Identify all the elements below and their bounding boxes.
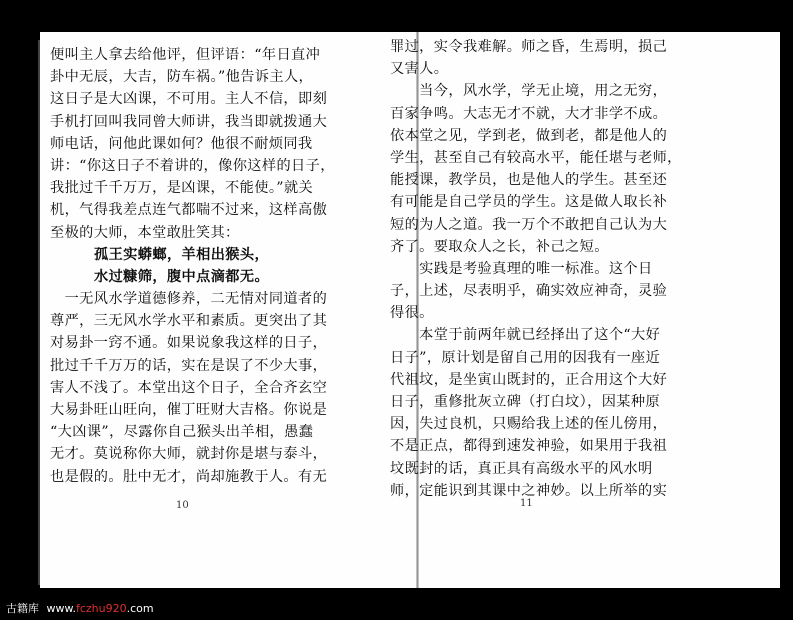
text-line: 机，气得我差点连气都喘不过来，这样高傲 — [50, 202, 328, 219]
site-brand: 古籍库 — [6, 602, 39, 615]
text-line: 便叫主人拿去给他评，但评语：“年日直冲 — [50, 47, 321, 63]
text-line: 能授课，教学员，也是他人的学生。甚至还 — [390, 172, 668, 189]
text-line: 至极的大师，本堂敢肚笑其： — [50, 224, 240, 241]
text-line: 这日子是大凶课，不可用。主人不信，即刻 — [50, 91, 328, 108]
text-line: 卦中无辰，大吉，防车祸。”他告诉主人， — [50, 69, 314, 86]
text-line: 批过千千万万的话，实在是误了不少大事， — [50, 357, 328, 374]
left-page-number: 10 — [176, 500, 189, 511]
text-line: 实践是考验真理的唯一标准。这个日 — [390, 260, 653, 277]
text-line: 学生，甚至自己有较高水平，能任堪与老师， — [390, 149, 682, 166]
text-line: 短的为人之道。我一万个不敢把自己认为大 — [390, 216, 668, 233]
text-line: 日子，重修批灰立碑（打白坟），因某种原 — [390, 394, 661, 410]
right-page-number: 11 — [520, 498, 533, 509]
url-prefix: www. — [46, 602, 76, 615]
text-line: 尊严，三无风水学水平和素质。更突出了其 — [50, 313, 328, 330]
text-line: 手机打回叫我同曾大师讲，我当即就拨通大 — [50, 113, 328, 130]
text-line: 百家争鸣。大志无才不就，大才非学不成。 — [390, 105, 668, 122]
text-line: 我批过千千万万，是凶课，不能使。”就关 — [50, 180, 314, 197]
text-line: 得很。 — [390, 305, 434, 322]
text-line: 不是正点，都得到速发神验，如果用于我祖 — [390, 438, 668, 455]
text-line: 讲：“你这日子不着讲的，像你这样的日子， — [50, 157, 335, 174]
url-highlight: fczhu920 — [75, 602, 127, 615]
text-line: 师，定能识到其课中之神妙。以上所举的实 — [390, 482, 668, 499]
url-suffix: .com — [126, 602, 154, 615]
verse-line: 水过糠筛，腹中点滴都无。 — [94, 268, 270, 285]
text-line: 也是假的。肚中无才，尚却施教于人。有无 — [50, 468, 328, 485]
watermark-footer — [6, 600, 154, 616]
text-line: “大凶课”，尽露你自己猴头出羊相，愚蠢 — [50, 424, 314, 441]
text-line: 又害人。 — [390, 61, 449, 78]
text-line: 有可能是自己学员的学生。这是做人取长补 — [390, 194, 668, 211]
left-page-text — [50, 44, 368, 488]
text-line: 坟既封的话，真正具有高级水平的风水明 — [390, 460, 653, 477]
site-url-link[interactable] — [47, 602, 154, 615]
verse-line: 孤王实蟒螂，羊相出猴头， — [94, 246, 270, 263]
text-line: 因，失过良机，只赐给我上述的侄儿傍用， — [390, 416, 668, 433]
text-line: 大易卦旺山旺向，催丁旺财大吉格。你说是 — [50, 402, 328, 418]
text-line: 对易卦一窍不通。如果说象我这样的日子， — [50, 335, 328, 352]
text-line: 师电话，问他此课如何？他很不耐烦同我 — [50, 135, 313, 152]
text-line: 当今，风水学，学无止境，用之无穷， — [390, 83, 668, 100]
text-line: 本堂于前两年就已经择出了这个“大好 — [390, 327, 661, 344]
text-line: 害人不浅了。本堂出这个日子，全合齐玄空 — [50, 379, 328, 396]
text-line: 代祖坟，是坐寅山既封的，正合用这个大好 — [390, 371, 668, 388]
text-line: 依本堂之见，学到老，做到老，都是他人的 — [390, 127, 668, 144]
text-line: 子，上述，尽表明乎，确实效应神奇，灵验 — [390, 283, 668, 300]
text-line: 日子”，原计划是留自己用的因我有一座近 — [390, 349, 661, 366]
right-page-text — [390, 36, 720, 502]
text-line: 无才。莫说称你大师，就封你是堪与泰斗， — [50, 446, 328, 463]
text-line: 一无风水学道德修养，二无情对同道者的 — [50, 291, 328, 308]
text-line: 罪过，实令我难解。师之昏，生焉明，损己 — [390, 39, 668, 55]
text-line: 齐了。要取众人之长，补己之短。 — [390, 238, 609, 255]
